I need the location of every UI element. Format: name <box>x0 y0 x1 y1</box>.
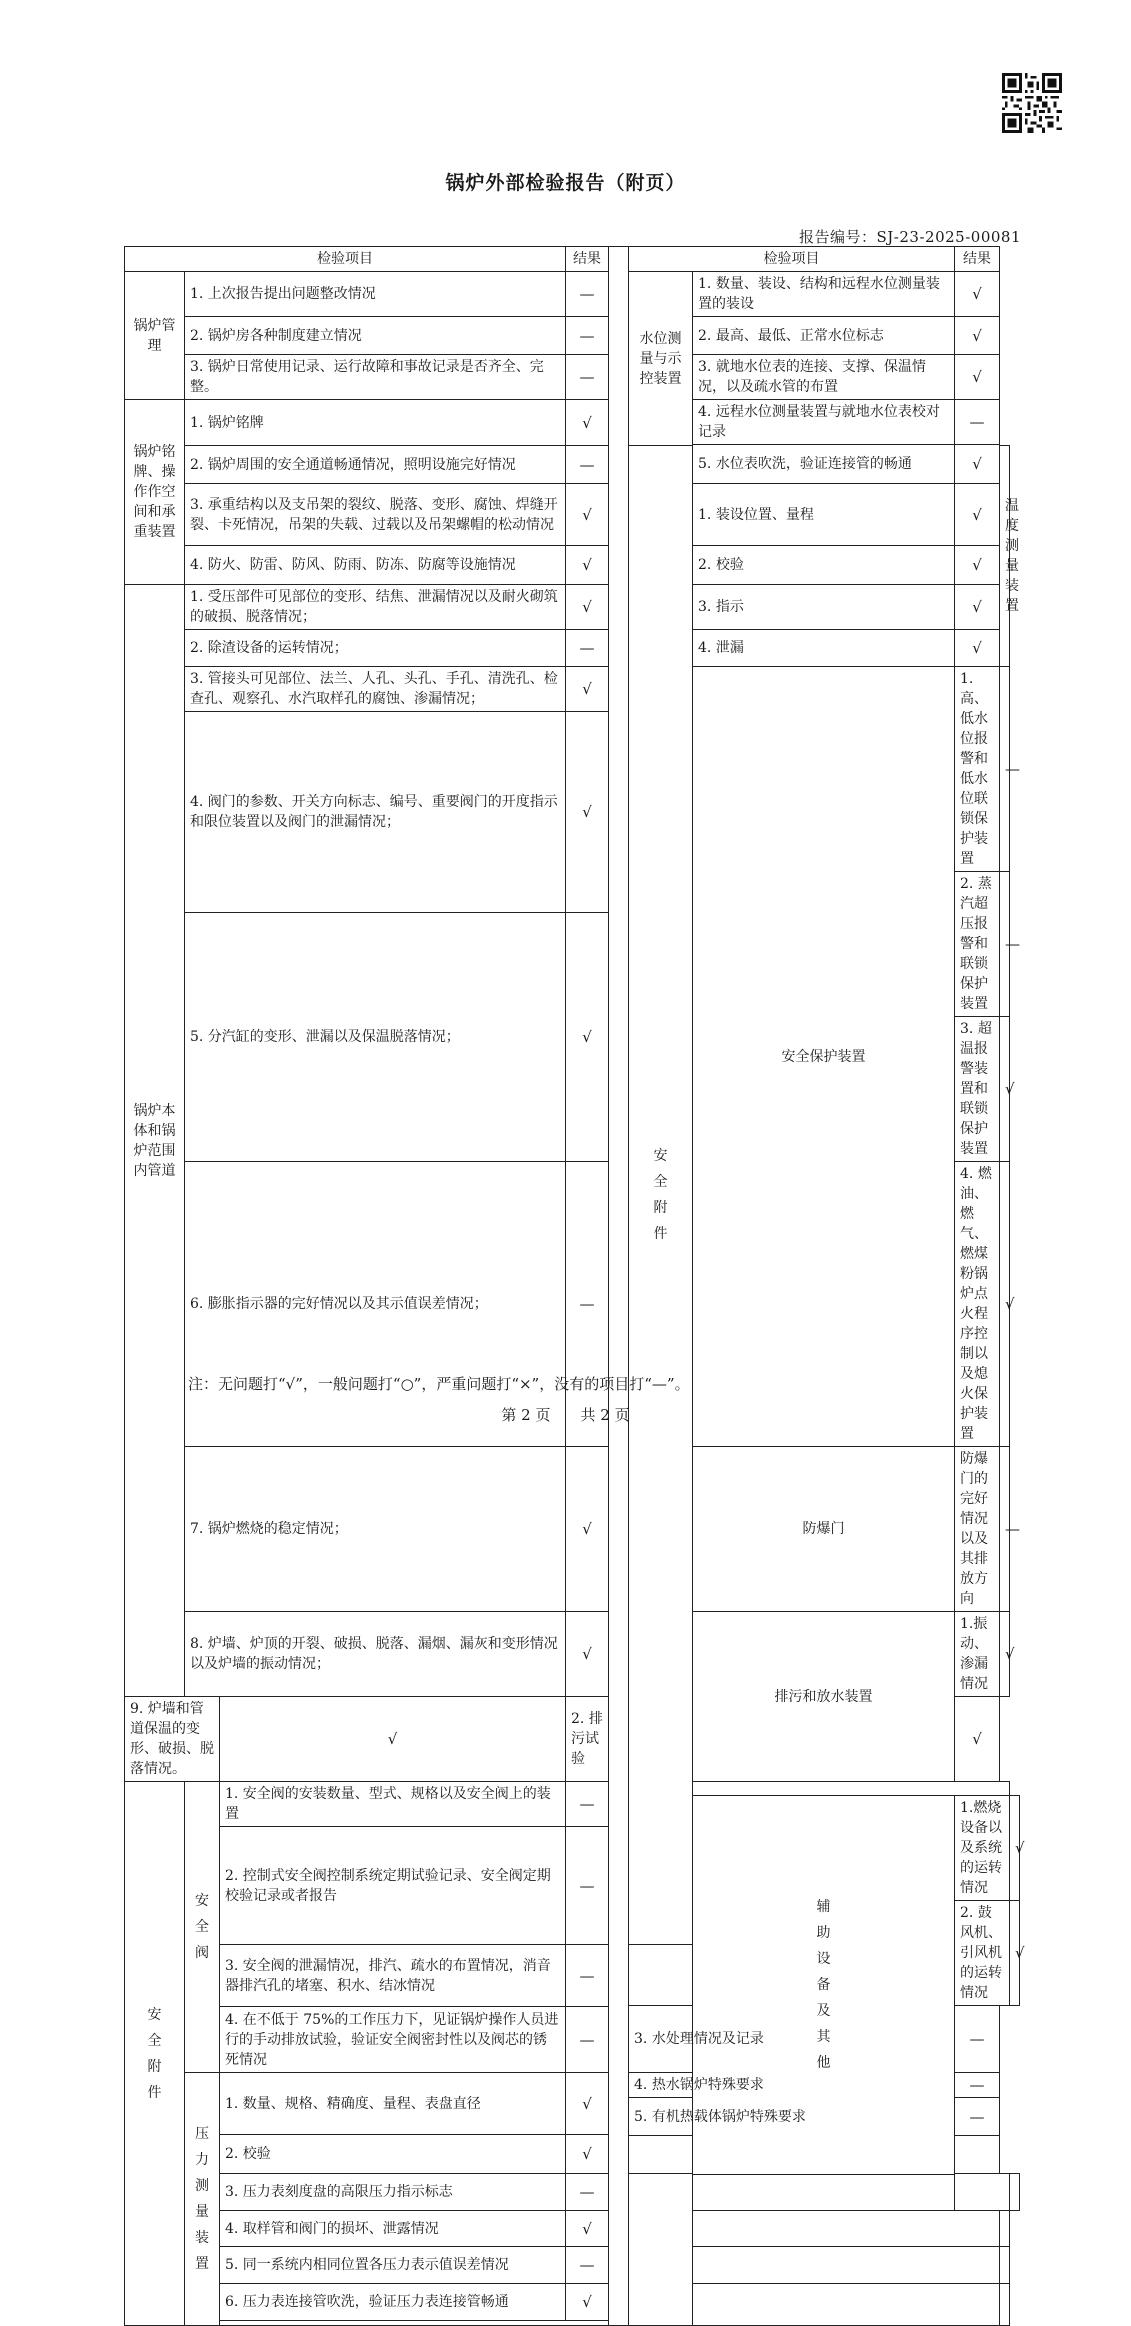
inspection-item: 3. 承重结构以及支吊架的裂纹、脱落、变形、腐蚀、焊缝开裂、卡死情况，吊架的失载、过载以及吊架螺帽的松动情况 <box>185 484 566 546</box>
group-label: 安全保护装置 <box>693 667 955 1447</box>
result-mark: √ <box>566 1612 609 1697</box>
inspection-item: 4. 燃油、燃气、燃煤粉锅炉点火程序控制以及熄火保护装置 <box>955 1162 1000 1447</box>
result-mark: — <box>566 272 609 317</box>
result-mark: — <box>566 355 609 400</box>
inspection-item: 3. 锅炉日常使用记录、运行故障和事故记录是否齐全、完整。 <box>185 355 566 400</box>
inspection-item: 防爆门的完好情况以及其排放方向 <box>955 1447 1000 1612</box>
inspection-item: 7. 锅炉燃烧的稳定情况； <box>185 1447 566 1612</box>
group-label: 温度测量装置 <box>1000 446 1010 667</box>
result-mark: √ <box>955 317 1000 355</box>
inspection-item: 1. 数量、规格、精确度、量程、表盘直径 <box>220 2073 566 2135</box>
result-mark: — <box>955 2073 1000 2098</box>
result-mark: √ <box>566 2284 609 2321</box>
blank-cell <box>1000 2247 1010 2284</box>
inspection-item: 1.燃烧设备以及系统的运转情况 <box>955 1796 1010 1901</box>
blank-cell <box>220 2321 609 2326</box>
inspection-item: 2. 蒸汽超压报警和联锁保护装置 <box>955 872 1000 1017</box>
result-mark: √ <box>566 667 609 712</box>
inspection-item: 4. 热水锅炉特殊要求 <box>629 2073 955 2098</box>
column-divider <box>609 247 629 2326</box>
inspection-item: 2. 鼓风机、引风机的运转情况 <box>955 1901 1010 2006</box>
blank-cell <box>629 2174 693 2326</box>
group-label: 锅炉管理 <box>125 272 185 400</box>
group-label-text: 安全阀 <box>194 1893 209 1961</box>
inspection-item: 4. 泄漏 <box>693 630 955 667</box>
result-mark: — <box>955 2098 1000 2136</box>
result-mark: — <box>566 446 609 484</box>
inspection-item: 1. 装设位置、量程 <box>693 484 955 546</box>
result-mark: √ <box>566 913 609 1162</box>
result-mark: √ <box>566 1447 609 1612</box>
inspection-item: 1. 数量、装设、结构和远程水位测量装置的装设 <box>693 272 955 317</box>
result-mark: — <box>566 630 609 667</box>
inspection-item: 2. 锅炉周围的安全通道畅通情况，照明设施完好情况 <box>185 446 566 484</box>
report-title: 锅炉外部检验报告（附页） <box>445 172 686 194</box>
inspection-table <box>124 246 1025 2326</box>
result-mark: — <box>1000 667 1010 872</box>
section-label <box>125 1782 185 2326</box>
inspection-item: 4. 防火、防雷、防风、防雨、防冻、防腐等设施情况 <box>185 546 566 585</box>
group-label: 防爆门 <box>693 1447 955 1612</box>
result-mark: √ <box>955 1697 1000 1782</box>
qr-code-icon <box>1002 73 1062 133</box>
right-header-item: 检验项目 <box>629 247 955 272</box>
inspection-item: 5. 同一系统内相同位置各压力表示值误差情况 <box>220 2247 566 2284</box>
result-mark: √ <box>955 546 1000 585</box>
group-label <box>185 1782 220 2073</box>
result-mark: √ <box>955 585 1000 630</box>
inspection-item: 3. 超温报警装置和联锁保护装置 <box>955 1017 1000 1162</box>
inspection-item: 1. 安全阀的安装数量、型式、规格以及安全阀上的装置 <box>220 1782 566 1827</box>
inspection-item: 1. 锅炉铭牌 <box>185 400 566 446</box>
inspection-item: 2. 最高、最低、正常水位标志 <box>693 317 955 355</box>
blank-cell <box>693 1782 1010 1796</box>
result-mark: √ <box>955 630 1000 667</box>
inspection-item: 1. 高、低水位报警和低水位联锁保护装置 <box>955 667 1000 872</box>
group-label-text: 辅助设备及其他 <box>816 1899 831 2071</box>
group-label: 排污和放水装置 <box>693 1612 955 1782</box>
result-mark: — <box>1000 1447 1010 1612</box>
inspection-item: 1. 受压部件可见部位的变形、结焦、泄漏情况以及耐火砌筑的破损、脱落情况； <box>185 585 566 630</box>
blank-cell <box>1000 2284 1010 2326</box>
result-mark: — <box>566 2174 609 2211</box>
result-mark: √ <box>1000 1612 1010 1697</box>
inspection-item: 1.振动、渗漏情况 <box>955 1612 1000 1697</box>
inspection-item: 8. 炉墙、炉顶的开裂、破损、脱落、漏烟、漏灰和变形情况以及炉墙的振动情况； <box>185 1612 566 1697</box>
left-header-result: 结果 <box>566 247 609 272</box>
inspection-item: 2. 除渣设备的运转情况； <box>185 630 566 667</box>
result-mark: √ <box>566 2073 609 2135</box>
inspection-item: 4. 取样管和阀门的损坏、泄露情况 <box>220 2211 566 2247</box>
result-mark: √ <box>1000 1162 1010 1447</box>
inspection-item: 5. 有机热载体锅炉特殊要求 <box>629 2098 955 2136</box>
report-number: 报告编号：SJ-23-2025-00081 <box>799 228 1021 246</box>
result-mark: √ <box>955 484 1000 546</box>
blank-cell <box>693 2247 1000 2284</box>
blank-cell <box>955 2174 1010 2211</box>
result-mark: √ <box>566 2135 609 2174</box>
inspection-item: 9. 炉墙和管道保温的变形、破损、脱落情况。 <box>125 1697 220 1782</box>
result-mark: — <box>566 1827 609 1945</box>
table-header-row <box>125 247 1020 272</box>
section-label-text: 安全附件 <box>653 1148 668 1242</box>
result-mark: √ <box>566 585 609 630</box>
inspection-item: 3. 压力表刻度盘的高限压力指示标志 <box>220 2174 566 2211</box>
result-mark: √ <box>1010 1901 1020 2006</box>
inspection-item: 3. 水处理情况及记录 <box>629 2006 955 2073</box>
result-mark: √ <box>566 400 609 446</box>
inspection-item: 3. 管接头可见部位、法兰、人孔、头孔、手孔、清洗孔、检查孔、观察孔、水汽取样孔的腐蚀、渗漏情况； <box>185 667 566 712</box>
group-label: 水位测量与示控装置 <box>629 272 693 446</box>
page-number: 第 2 页 共 2 页 <box>501 1406 630 1424</box>
blank-cell <box>693 2284 1000 2326</box>
result-mark: — <box>955 400 1000 445</box>
result-mark: — <box>1000 872 1010 1017</box>
result-mark: √ <box>955 272 1000 317</box>
result-mark: — <box>566 2247 609 2284</box>
inspection-item: 2. 校验 <box>693 546 955 585</box>
result-mark: — <box>955 2006 1000 2073</box>
result-mark: — <box>566 1162 609 1447</box>
inspection-item: 4. 阀门的参数、开关方向标志、编号、重要阀门的开度指示和限位装置以及阀门的泄漏情况； <box>185 712 566 913</box>
result-mark: √ <box>1010 1796 1020 1901</box>
inspection-item: 3. 就地水位表的连接、支撑、保温情况，以及疏水管的布置 <box>693 355 955 400</box>
blank-cell <box>1000 2211 1010 2247</box>
inspection-item: 6. 膨胀指示器的完好情况以及其示值误差情况； <box>185 1162 566 1447</box>
result-mark: √ <box>220 1697 566 1782</box>
inspection-item: 3. 安全阀的泄漏情况，排汽、疏水的布置情况，消音器排汽孔的堵塞、积水、结冰情况 <box>220 1945 566 2007</box>
inspection-item: 6. 压力表连接管吹洗，验证压力表连接管畅通 <box>220 2284 566 2321</box>
result-mark: √ <box>955 445 1000 484</box>
inspection-item: 1. 上次报告提出问题整改情况 <box>185 272 566 317</box>
group-label <box>185 2073 220 2326</box>
left-header-item: 检验项目 <box>125 247 566 272</box>
legend-note: 注：无问题打“√”，一般问题打“○”，严重问题打“×”，没有的项目打“—”。 <box>188 1375 690 1393</box>
inspection-item: 2. 校验 <box>220 2135 566 2174</box>
result-mark: √ <box>566 712 609 913</box>
inspection-item: 2. 锅炉房各种制度建立情况 <box>185 317 566 355</box>
result-mark: — <box>566 1945 609 2007</box>
result-mark: — <box>566 317 609 355</box>
section-label-text: 安全附件 <box>147 2006 162 2101</box>
inspection-item: 2. 排污试验 <box>566 1697 609 1782</box>
right-header-result: 结果 <box>955 247 1000 272</box>
result-mark: √ <box>566 484 609 546</box>
blank-cell <box>1010 2174 1020 2211</box>
inspection-item: 4. 远程水位测量装置与就地水位表校对记录 <box>693 400 955 445</box>
result-mark: √ <box>566 546 609 585</box>
inspection-item: 4. 在不低于 75%的工作压力下，见证锅炉操作人员进行的手动排放试验，验证安全阀密封性以及阀芯的锈死情况 <box>220 2007 566 2073</box>
blank-cell <box>693 2211 1000 2247</box>
result-mark: √ <box>955 355 1000 400</box>
group-label: 锅炉本体和锅炉范围内管道 <box>125 585 185 1697</box>
result-mark: √ <box>566 2211 609 2247</box>
blank-cell <box>629 2136 1000 2174</box>
group-label-text: 压力测量装置 <box>194 2126 209 2272</box>
inspection-item: 5. 水位表吹洗，验证连接管的畅通 <box>693 445 955 484</box>
result-mark: — <box>566 1782 609 1827</box>
result-mark: √ <box>1000 1017 1010 1162</box>
inspection-item: 5. 分汽缸的变形、泄漏以及保温脱落情况； <box>185 913 566 1162</box>
result-mark: — <box>566 2007 609 2073</box>
inspection-item: 2. 控制式安全阀控制系统定期试验记录、安全阀定期校验记录或者报告 <box>220 1827 566 1945</box>
section-label <box>629 446 693 1945</box>
inspection-item: 3. 指示 <box>693 585 955 630</box>
group-label: 锅炉铭牌、操作作空间和承重装置 <box>125 400 185 585</box>
